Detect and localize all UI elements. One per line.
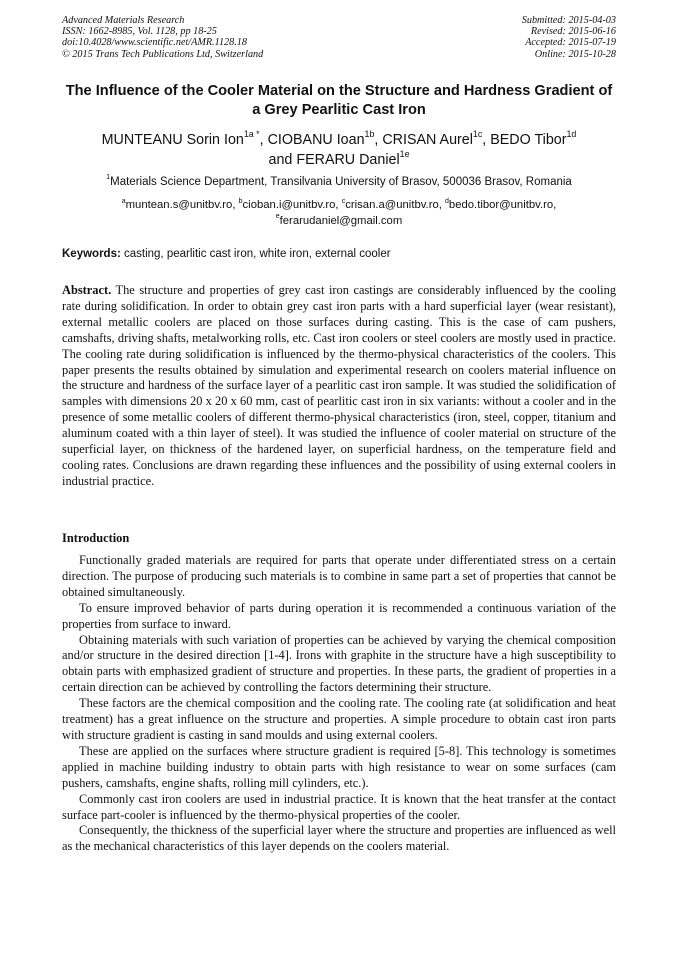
email-superscript: b: [238, 197, 243, 205]
abstract-label: Abstract.: [62, 283, 112, 297]
revised-date: Revised: 2015-06-16: [530, 26, 616, 38]
email-link[interactable]: muntean.s@unitbv.ro,: [125, 199, 236, 211]
author-superscript: 1b: [364, 129, 375, 140]
keywords-text: casting, pearlitic cast iron, white iron, external cooler: [124, 248, 391, 260]
keywords-label: Keywords:: [62, 248, 121, 260]
author-superscript: 1a *: [243, 129, 260, 140]
introduction-body: [62, 553, 616, 855]
paragraph: These factors are the chemical composition and the cooling rate. The cooling rate (at solidification and heat treatment) has a great influence on the structure and properties. A simple procedure to obtain cast iron parts with structure gradient is casting in sand moulds and using external coolers.: [62, 696, 616, 742]
paper-title: The Influence of the Cooler Material on the Structure and Hardness Gradient of a Grey Pearlitic Cast Iron: [65, 83, 613, 118]
author-name: CIOBANU Ioan: [267, 132, 365, 148]
doi-line: doi:10.4028/www.scientific.net/AMR.1128.18: [62, 37, 247, 49]
author-superscript: 1c: [472, 129, 483, 140]
abstract-text: The structure and properties of grey cast iron castings are considerably influenced by the cooling rate during solidification. In order to obtain grey cast iron parts with a hard superficial layer (wear resistant), external metallic coolers are placed on those surfaces during casting. This is the case of cam pushers, camshafts, driving shafts, metalworking rolls, etc. Cast iron coolers or steel coolers are mostly used in practice. The cooling rate during solidification is influenced by the thermo-physical characteristics of the coolers. This paper presents the results obtained by simulation and experimental research on coolers material influence on the structure and hardness of the surface layer of a pearlitic cast iron sample. It was studied the solidification of samples with dimensions 20 x 20 x 60 mm, cast of pearlitic cast iron in six variants: without a cooler and in the presence of some metallic coolers of different thermo-physical characteristics (iron, steel, copper, titanium and aluminum coated with a thin layer of steel). It was studied the influence of cooler material on structure of the superficial layer, on thickness of the hardened layer, on superficial hardness, on the temperature field and cooling rates. Conclusions are drawn regarding these influences and the possibility of using external coolers in industrial practice.: [62, 283, 617, 488]
author-superscript: 1e: [399, 149, 410, 160]
publication-dates: [522, 15, 616, 60]
paragraph: Functionally graded materials are required for parts that operate under differentiated stress on a certain direction. The purpose of producing such materials is to combine in same part a set of properties that cannot be obtained simultaneously.: [62, 553, 616, 599]
affiliation-text: Materials Science Department, Transilvania University of Brasov, 500036 Brasov, Romania: [110, 176, 572, 188]
email-superscript: a: [121, 197, 126, 205]
author-superscript: 1d: [566, 129, 577, 140]
email-superscript: e: [275, 213, 280, 221]
email-link[interactable]: ferarudaniel@gmail.com: [279, 214, 403, 227]
email-link[interactable]: crisan.a@unitbv.ro,: [345, 199, 442, 211]
email-superscript: d: [445, 197, 449, 205]
email-link[interactable]: cioban.i@unitbv.ro,: [242, 199, 339, 211]
paragraph: These are applied on the surfaces where structure gradient is required [5-8]. This technology is sometimes applied in machine building industry to obtain parts with high resistance to wear on some surfaces (cam pushers, camshafts, engine shafts, rolling mill cylinders, etc.).: [62, 743, 616, 790]
author-conjunction: and: [268, 152, 293, 168]
journal-info: [62, 15, 263, 60]
copyright-line: © 2015 Trans Tech Publications Ltd, Switzerland: [62, 48, 264, 60]
journal-name: Advanced Materials Research: [62, 15, 185, 26]
keywords: [62, 247, 616, 262]
paragraph: Obtaining materials with such variation of properties can be achieved by varying the chemical composition and/or structure in the desired direction [1-4]. Irons with graphite in the structure have a high susceptibility to obtain parts with emphasized gradient of structure and properties. In these parts, the gradient of properties in a certain direction can be achieved by controlling the factors determining their structure.: [62, 632, 616, 695]
author-name: BEDO Tibor: [490, 132, 567, 148]
affiliation: [62, 175, 616, 190]
submitted-date: Submitted: 2015-04-03: [521, 15, 616, 26]
author-name: FERARU Daniel: [296, 152, 400, 168]
abstract: [62, 283, 616, 490]
email-superscript: c: [341, 197, 346, 205]
issn-line: ISSN: 1662-8985, Vol. 1128, pp 18-25: [62, 26, 217, 38]
accepted-date: Accepted: 2015-07-19: [525, 37, 616, 49]
author-name: MUNTEANU Sorin Ion: [101, 132, 244, 148]
author-emails: [90, 198, 588, 229]
paragraph: Consequently, the thickness of the superficial layer where the structure and properties are influenced as well as the mechanical characteristics of this layer depends on the coolers material.: [62, 823, 616, 854]
section-heading: Introduction: [62, 531, 130, 545]
author-name: CRISAN Aurel: [382, 132, 473, 148]
paragraph: To ensure improved behavior of parts during operation it is recommended a continuous variation of the properties from surface to inward.: [62, 600, 616, 631]
online-date: Online: 2015-10-28: [534, 48, 616, 60]
paragraph: Commonly cast iron coolers are used in industrial practice. It is known that the heat transfer at the contact surface part-cooler is influenced by the thermo-physical properties of the cooler.: [62, 791, 616, 822]
email-link[interactable]: bedo.tibor@unitbv.ro,: [448, 199, 557, 211]
author-list: MUNTEANU Sorin Ion$^{1a *}$, CIOBANU Ioan$^{1b}$, CRISAN Aurel$^{1c}$, BEDO Tibor$^{1d}$ and FERARU Daniel$^{1e}$: [101, 129, 577, 168]
affiliation-superscript: 1: [106, 173, 111, 182]
